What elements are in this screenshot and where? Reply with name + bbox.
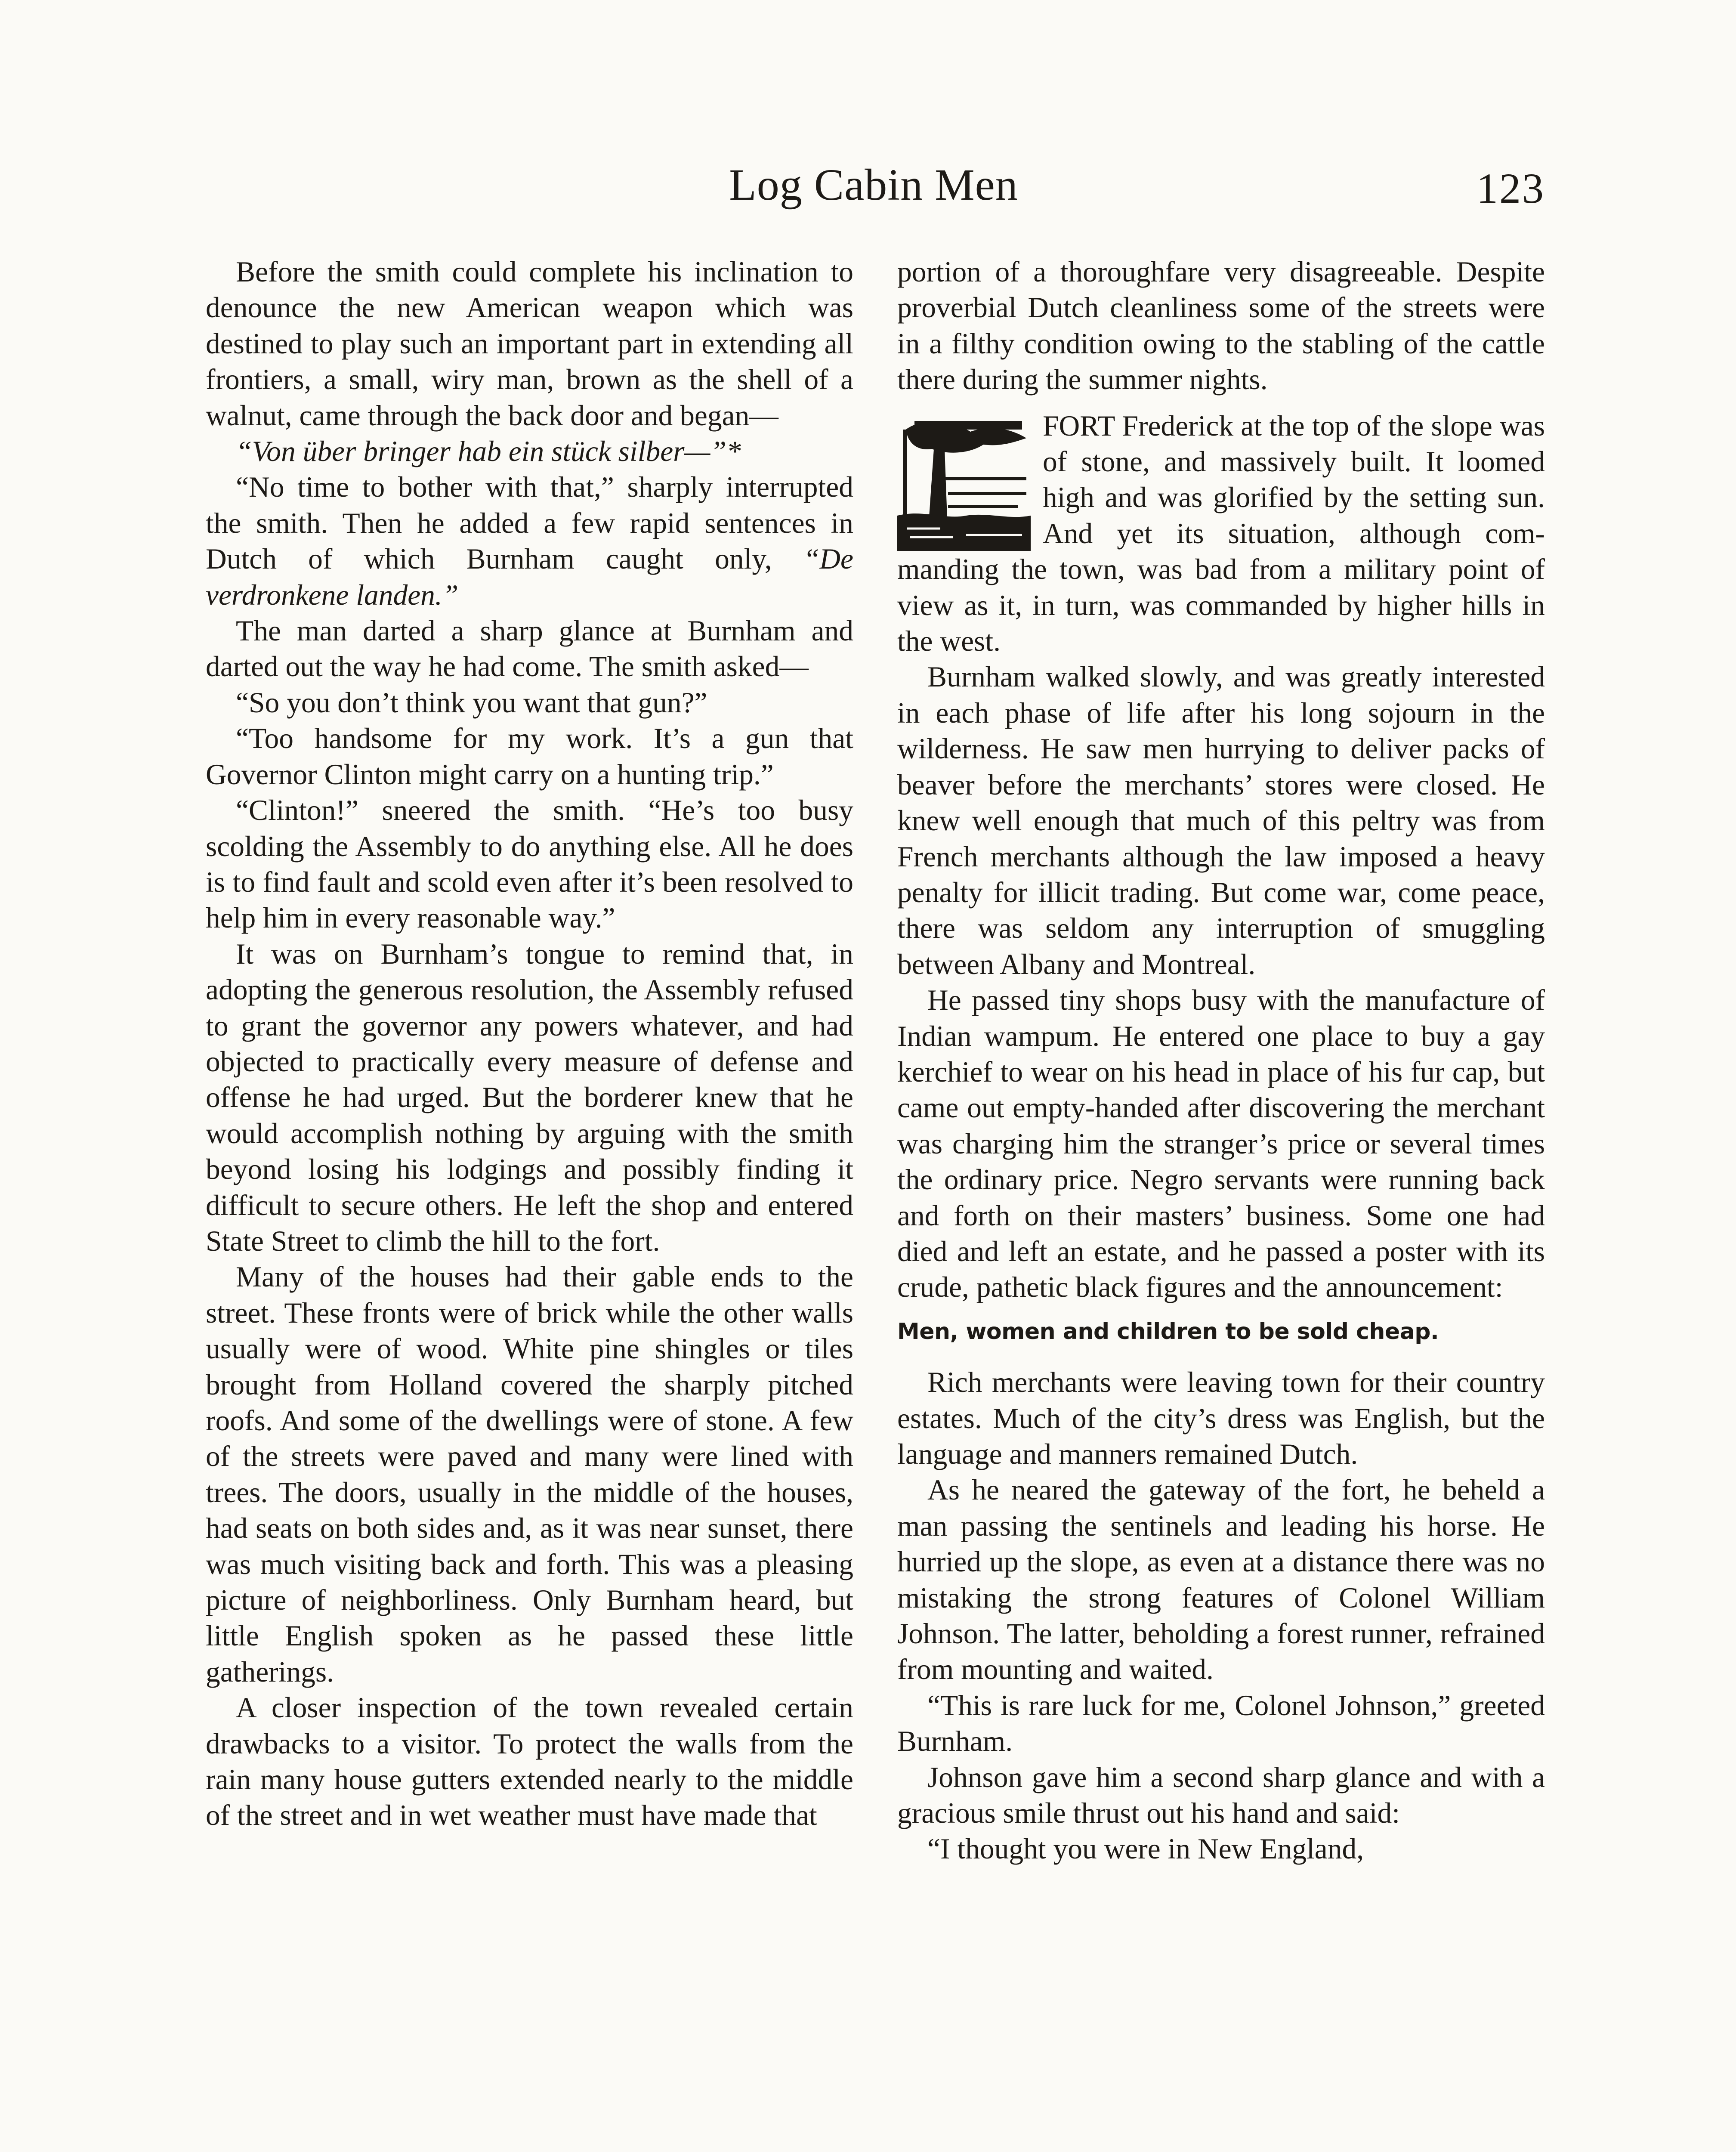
paragraph: “This is rare luck for me, Colonel Johnson,” greeted Burnham. xyxy=(897,1689,1545,1758)
paragraph: A closer inspection of the town revealed certain drawbacks to a visitor. To protect the walls from the rain many house gutters extended nearly to the middle of the street and in wet weather must have made that xyxy=(206,1691,853,1832)
paragraph: “Too handsome for my work. It’s a gun that Governor Clinton might carry on a hunting trip.” xyxy=(206,722,853,791)
paragraph-text: “No time to bother with that,” sharply interrupted the smith. Then he added a few rapid sentences in Dutch of which Burnham caught only, xyxy=(206,471,853,575)
paragraph: Burnham walked slowly, and was greatly interested in each phase of life after his long sojourn in the wilderness. He saw men hurrying to deliver packs of beaver before the merchants’ stores were closed. He knew well enough that much of this peltry was from French merchants although the law imposed a heavy penalty for illicit trading. But come war, come peace, there was seldom any interruption of smuggling between Albany and Montreal. xyxy=(897,661,1545,980)
paragraph: Many of the houses had their gable ends to the street. These fronts were of brick while the other walls usually were of wood. White pine shingles or tiles brought from Holland covered the sharply pitched roofs. And some of the dwellings were of stone. A few of the streets were paved and many were lined with trees. The doors, usually in the middle of the houses, had seats on both sides and, as it was near sunset, there was much visiting back and forth. This was a pleasing picture of neighborliness. Only Burnham heard, but little English spoken as he passed these little gatherings. xyxy=(206,1261,853,1688)
paragraph: Before the smith could complete his inclination to denounce the new American weapon which was destined to play such an important part in extending all frontiers, a small, wiry man, brown as the shell of a walnut, came through the back door and began— xyxy=(206,256,853,432)
paragraph: “So you don’t think you want that gun?” xyxy=(236,686,707,719)
paragraph xyxy=(206,469,853,613)
paragraph: He passed tiny shops busy with the manufacture of Indian wampum. He entered one place to buy a gay kerchief to wear on his head in place of his fur cap, but came out empty-handed after discovering the merchant was charging him the stranger’s price or several times the ordinary price. Negro servants were running back and forth on their masters’ business. Some one had died and left an estate, and he passed a poster with its crude, pathetic black figures and the announcement: xyxy=(897,984,1545,1304)
page-header xyxy=(202,159,1545,224)
woodcut-tree-initial-icon xyxy=(897,412,1031,551)
paragraph: “I thought you were in New England, xyxy=(927,1833,1364,1865)
paragraph: As he neared the gateway of the fort, he beheld a man passing the sentinels and leading his horse. He hurried up the slope, as even at a distance there was no mistaking the strong features of Colonel William Johnson. The latter, beholding a forest runner, refrained from mounting and waited. xyxy=(897,1474,1545,1686)
right-column xyxy=(897,254,1545,1867)
paragraph: The man darted a sharp glance at Burnham and darted out the way he had come. The smith asked— xyxy=(206,615,853,683)
running-title: Log Cabin Men xyxy=(729,160,1018,210)
german-quote: “Von über bringer hab ein stück silber—”* xyxy=(236,435,741,468)
poster-announcement: Men, women and children to be sold cheap. xyxy=(897,1318,1439,1345)
paragraph: FORT Frederick at the top of the slope was of stone, and massively built. It loomed high and was glorified by the setting sun. And yet its situation, although commanding the town, was bad from a military point of view as it, in turn, was commanded by higher hills in the west. xyxy=(897,409,1545,658)
paragraph: “Clinton!” sneered the smith. “He’s too busy scolding the Assembly to do anything else. All he does is to find fault and scold even after it’s been resolved to help him in every reasonable way.” xyxy=(206,794,853,934)
paragraph: Rich merchants were leaving town for their country estates. Much of the city’s dress was English, but the language and manners remained Dutch. xyxy=(897,1366,1545,1470)
section-opening xyxy=(897,408,1545,659)
paragraph: portion of a thoroughfare very disagreeable. Despite proverbial Dutch cleanliness some of the streets were in a filthy condition owing to the stabling of the cattle there during the summer nights. xyxy=(897,256,1545,396)
paragraph: It was on Burnham’s tongue to remind that, in adopting the generous resolution, the Assembly refused to grant the governor any powers whatever, and had objected to practically every measure of defense and offense he had urged. But the borderer knew that he would accomplish nothing by arguing with the smith beyond losing his lodgings and possibly finding it difficult to secure others. He left the shop and entered State Street to climb the hill to the fort. xyxy=(206,937,853,1257)
page-number: 123 xyxy=(1477,164,1545,212)
dutch-phrase: “De verdronkene landen.” xyxy=(206,543,853,611)
paragraph: Johnson gave him a second sharp glance and with a gracious smile thrust out his hand and said: xyxy=(897,1761,1545,1830)
left-column xyxy=(206,254,853,1834)
